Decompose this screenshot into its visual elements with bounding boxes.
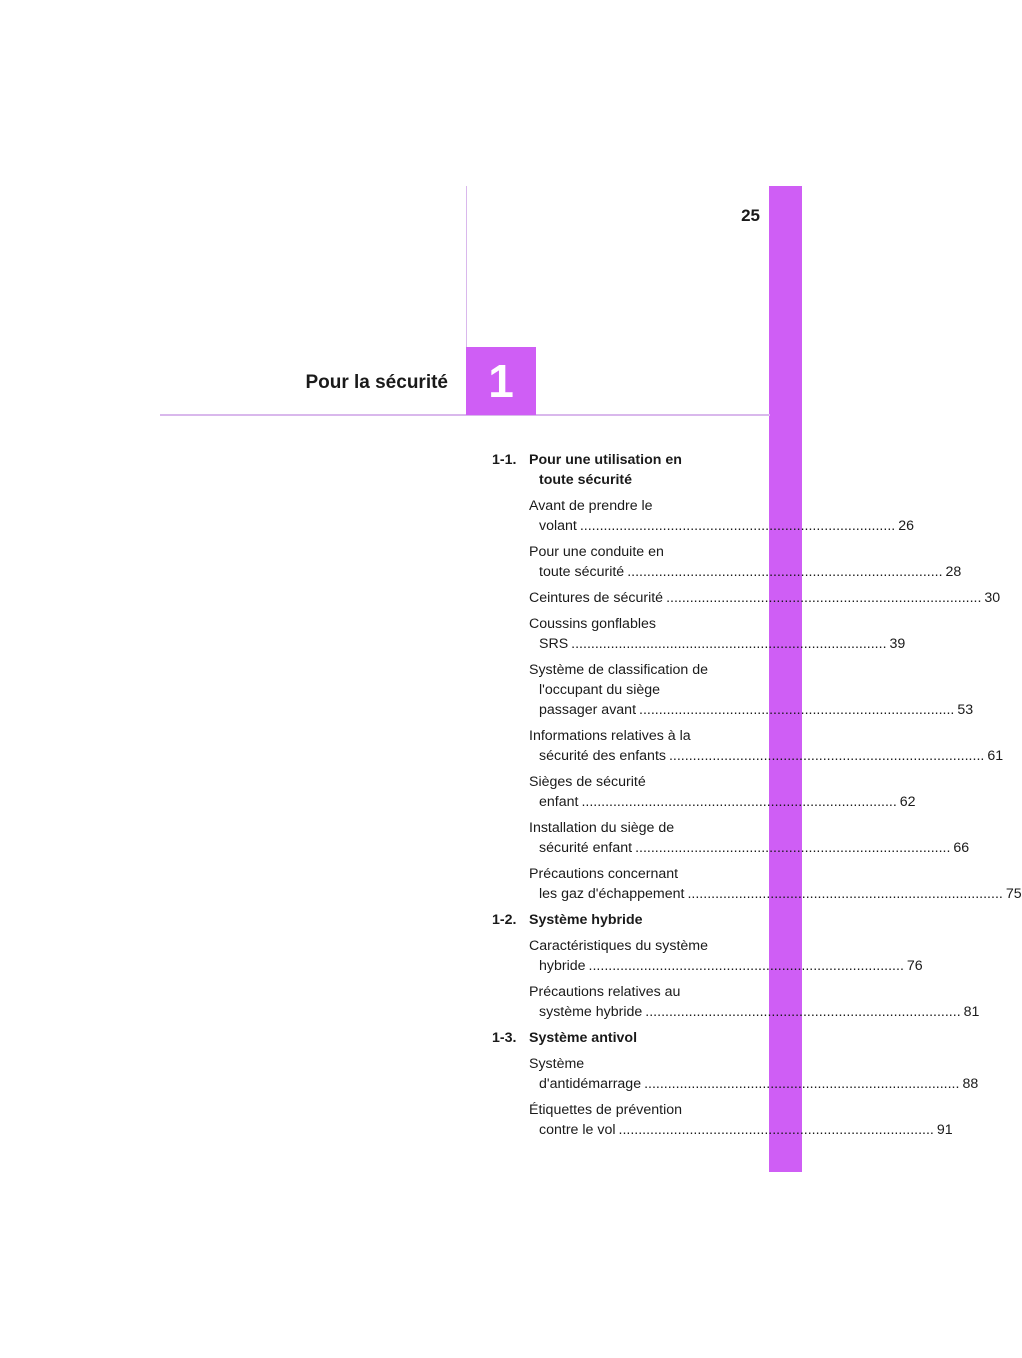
page-ref: 88 [962, 1076, 979, 1092]
toc-entry[interactable] [529, 614, 906, 654]
section-heading[interactable] [492, 450, 742, 490]
page-ref: 66 [953, 840, 970, 856]
section-heading[interactable] [492, 910, 742, 930]
section-number: 1-3. [492, 1030, 517, 1046]
page-ref: 91 [936, 1122, 953, 1138]
section-title [529, 1028, 742, 1048]
toc-section [492, 910, 980, 1022]
dot-leader: ................................................................................ [639, 702, 955, 718]
entry-line: Caractéristiques du système [529, 938, 708, 954]
entry-title-end: système hybride [539, 1004, 643, 1020]
toc-entry[interactable] [529, 1100, 953, 1140]
toc-entry[interactable] [529, 772, 916, 812]
entry-title-end: Ceintures de sécurité [529, 590, 664, 606]
page-ref: 75 [1005, 886, 1022, 902]
entry-title-end: SRS [539, 636, 569, 652]
section-heading[interactable] [492, 1028, 742, 1048]
horizontal-rule [160, 414, 770, 416]
section-title-line: Système hybride [529, 912, 643, 928]
dot-leader: ................................................................................ [618, 1122, 934, 1138]
page-ref: 39 [889, 636, 906, 652]
toc-entry[interactable] [529, 542, 962, 582]
entry-line: Précautions relatives au [529, 984, 681, 1000]
entry-line: Installation du siège de [529, 820, 675, 836]
page-ref: 62 [899, 794, 916, 810]
toc-entry[interactable] [529, 936, 923, 976]
toc-entry[interactable] [529, 496, 914, 536]
toc-entry[interactable] [529, 864, 1022, 904]
entry-line: Système de classification de [529, 662, 709, 678]
dot-leader: ................................................................................ [687, 886, 1003, 902]
dot-leader: ................................................................................ [588, 958, 904, 974]
dot-leader: ................................................................................ [644, 1076, 960, 1092]
toc-entry[interactable] [529, 660, 974, 720]
entry-title-end: toute sécurité [539, 564, 625, 580]
entry-title-end: passager avant [539, 702, 637, 718]
entry-title-end: hybride [539, 958, 586, 974]
entry-title-end: sécurité enfant [539, 840, 633, 856]
section-title-line: toute sécurité [539, 472, 633, 488]
entry-title-end: volant [539, 518, 577, 534]
section-number: 1-2. [492, 912, 517, 928]
entry-line: l'occupant du siège [539, 682, 661, 698]
dot-leader: ................................................................................ [571, 636, 887, 652]
entry-line: Coussins gonflables [529, 616, 656, 632]
toc-entry[interactable] [529, 982, 980, 1022]
page-ref: 76 [906, 958, 923, 974]
entry-line: Sièges de sécurité [529, 774, 646, 790]
dot-leader: ................................................................................ [581, 794, 897, 810]
entry-title-end: d'antidémarrage [539, 1076, 642, 1092]
dot-leader: ................................................................................ [627, 564, 943, 580]
dot-leader: ................................................................................ [579, 518, 896, 534]
side-tab [769, 186, 802, 1172]
page-ref: 61 [987, 748, 1004, 764]
chapter-title: Pour la sécurité [305, 372, 448, 393]
entry-title-end: enfant [539, 794, 579, 810]
toc-section [492, 450, 1022, 904]
section-number: 1-1. [492, 452, 517, 468]
entry-title-end: contre le vol [539, 1122, 616, 1138]
entry-line: Pour une conduite en [529, 544, 664, 560]
page-ref: 53 [957, 702, 974, 718]
page-number: 25 [741, 206, 760, 225]
page-ref: 81 [963, 1004, 980, 1020]
toc-entry[interactable] [529, 726, 1004, 766]
page-ref: 30 [984, 590, 1001, 606]
toc-entry[interactable] [529, 1054, 979, 1094]
vertical-rule [466, 186, 467, 347]
section-title-line: Pour une utilisation en [529, 452, 682, 468]
dot-leader: ................................................................................ [668, 748, 985, 764]
toc-entry[interactable] [529, 818, 970, 858]
section-title-line: Système antivol [529, 1030, 638, 1046]
dot-leader: ................................................................................ [666, 590, 982, 606]
entry-title-end: sécurité des enfants [539, 748, 666, 764]
entry-line: Étiquettes de prévention [529, 1102, 683, 1118]
entry-line: Informations relatives à la [529, 728, 691, 744]
entry-line: Avant de prendre le [529, 498, 653, 514]
entry-title-end: les gaz d'échappement [539, 886, 685, 902]
section-title [529, 910, 742, 930]
dot-leader: ................................................................................ [635, 840, 951, 856]
dot-leader: ................................................................................ [645, 1004, 961, 1020]
toc-entry[interactable] [529, 588, 1001, 608]
entry-line: Système [529, 1056, 585, 1072]
entry-line: Précautions concernant [529, 866, 679, 882]
page-ref: 26 [898, 518, 914, 534]
section-title [529, 450, 742, 490]
toc-section [492, 1028, 979, 1140]
chapter-number-box: 1 [466, 347, 536, 415]
page-ref: 28 [945, 564, 962, 580]
table-of-contents [492, 450, 1022, 1146]
